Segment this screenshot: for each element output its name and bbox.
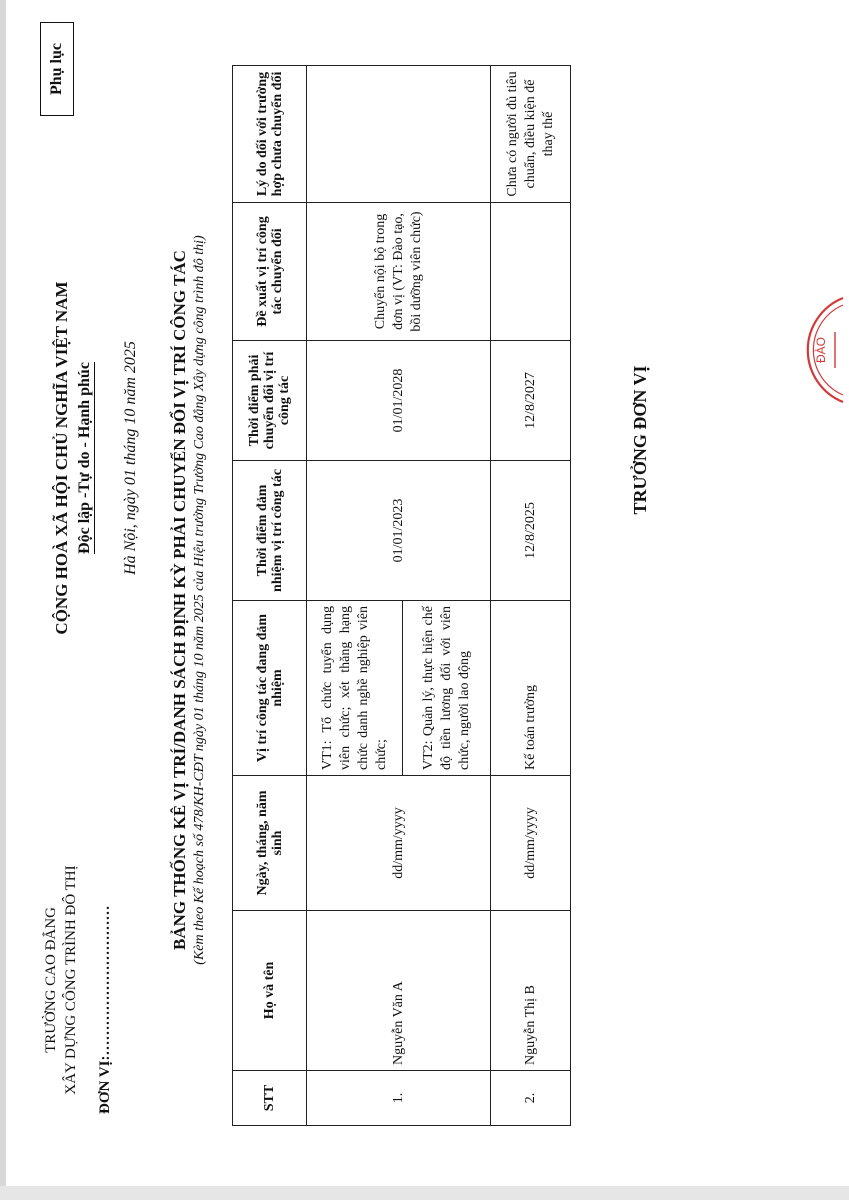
row1-dob: dd/mm/yyyy [307,776,491,911]
place-date: Hà Nội, ngày 01 tháng 10 năm 2025 [122,341,139,575]
nation-title: CỘNG HOÀ XÃ HỘI CHỦ NGHĨA VIỆT NAM [52,281,71,635]
row1-start-date: 01/01/2023 [307,461,491,601]
table-row [307,66,403,1126]
header-proposal: Đề xuất vị trí công tác chuyển đổi [233,203,307,341]
row1-proposal: Chuyển nội bộ trong đơn vị (VT: Đào tạo, bồi dưỡng viên chức) [307,203,491,341]
appendix-label: Phụ lục [40,22,74,116]
row1-reason [307,66,491,203]
row1-name: Nguyễn Văn A [307,911,491,1071]
row2-stt: 2. [491,1071,571,1126]
table-row [491,66,571,1126]
motto [76,168,94,748]
org-line-2: XÂY DỰNG CÔNG TRÌNH ĐÔ THỊ [63,865,79,1095]
row1-rotate-date: 01/01/2028 [307,341,491,461]
header-start-date: Thời điểm đảm nhiệm vị trí công tác [233,461,307,601]
unit-field [96,794,114,1114]
row2-proposal [491,203,571,341]
header-rotate-date: Thời điểm phải chuyển đổi vị trí công tác [233,341,307,461]
row2-dob: dd/mm/yyyy [491,776,571,911]
motto-text: Độc lập -Tự do - Hạnh phúc [76,362,93,554]
row2-reason: Chưa có người đủ tiêu chuẩn, điều kiện để thay thế [491,66,571,203]
row1-stt: 1. [307,1071,491,1126]
row2-name: Nguyễn Thị B [491,911,571,1071]
table-header-row [233,66,307,1126]
header-stt: STT [233,1071,307,1126]
row2-position: Kế toán trưởng [491,601,571,776]
header-position: Vị trí công tác đang đảm nhiệm [233,601,307,776]
signature-title: TRƯỞNG ĐƠN VỊ [630,365,650,515]
row2-rotate-date: 12/8/2027 [491,341,571,461]
seal-text: ĐÀO [814,336,828,364]
rotation-table [232,65,571,1126]
row1-position-2: VT2: Quản lý, thực hiện chế độ tiền lương đối với viên chức, người lao động [403,601,491,776]
row2-start-date: 12/8/2025 [491,461,571,601]
document-subtitle: (Kèm theo Kế hoạch số 478/KH-CĐT ngày 01 tháng 10 năm 2025 của Hiệu trưởng Trường Cao đẳng Xây dựng công trình đô thị) [192,235,207,965]
org-line-1: TRƯỜNG CAO ĐẲNG [43,907,59,1053]
header-reason: Lý do đối với trường hợp chưa chuyển đổi [233,66,307,203]
unit-label: ĐƠN VỊ: [97,1055,113,1114]
document-title: BẢNG THỐNG KÊ VỊ TRÍ/DANH SÁCH ĐỊNH KỲ PHẢI CHUYỂN ĐỔI VỊ TRÍ CÔNG TÁC [170,250,189,950]
header-dob: Ngày, tháng, năm sinh [233,776,307,911]
row1-position-1: VT1: Tổ chức tuyển dụng viên chức; xét thăng hạng chức danh nghề nghiệp viên chức; [307,601,403,776]
header-name: Họ và tên [233,911,307,1071]
official-seal-icon [785,290,845,410]
unit-dots: ………………………… [97,905,113,1056]
